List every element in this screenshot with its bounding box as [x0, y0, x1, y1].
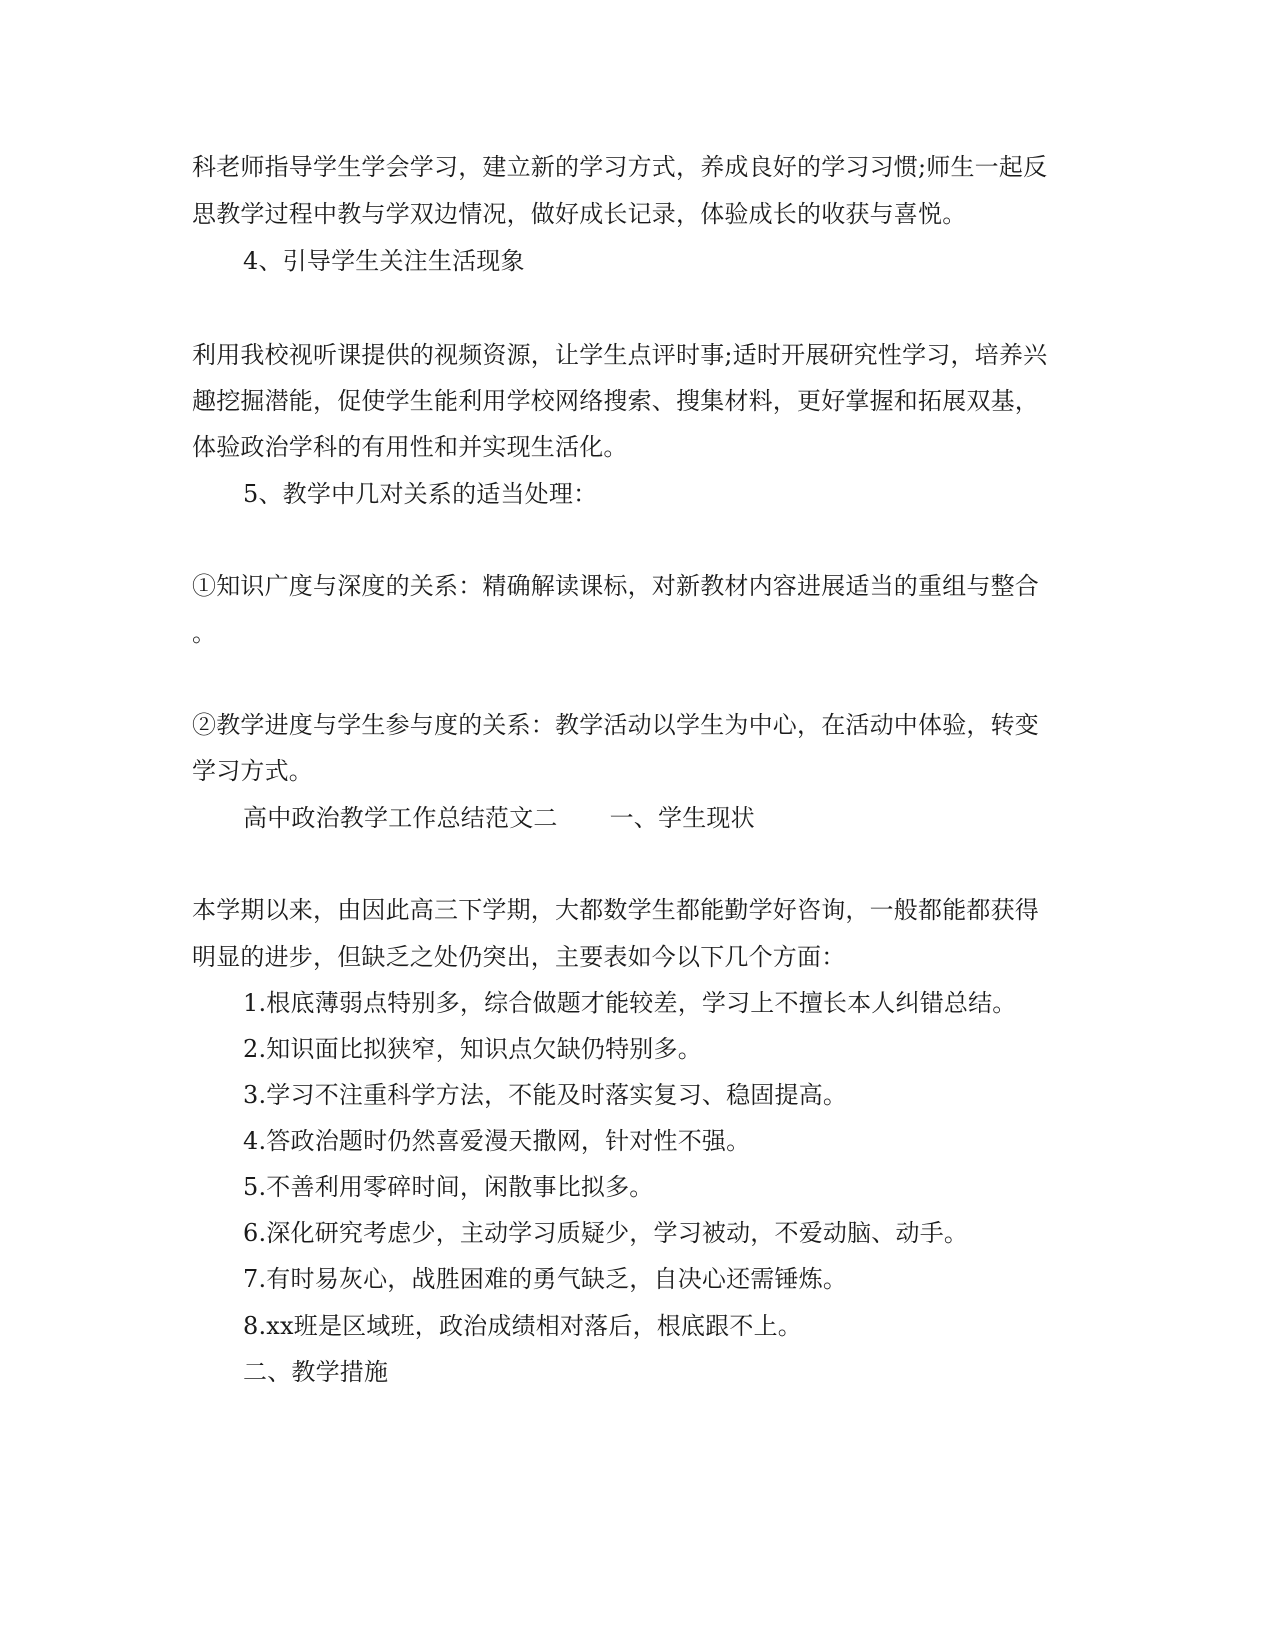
list-item: 3.学习不注重科学方法，不能及时落实复习、稳固提高。 — [243, 1081, 848, 1109]
paragraph-line: 趣挖掘潜能，促使学生能利用学校网络搜索、搜集材料，更好掌握和拓展双基， — [192, 387, 1039, 415]
paragraph-line: 本学期以来，由因此高三下学期，大都数学生都能勤学好咨询，一般都能都获得 — [192, 896, 1039, 924]
list-item: 2.知识面比拟狭窄，知识点欠缺仍特别多。 — [243, 1035, 702, 1063]
list-item: 5.不善利用零碎时间，闲散事比拟多。 — [243, 1173, 654, 1201]
list-item: 1.根底薄弱点特别多，综合做题才能较差，学习上不擅长本人纠错总结。 — [243, 989, 1017, 1017]
paragraph-line: 学习方式。 — [192, 757, 313, 785]
section-heading-line — [243, 803, 755, 833]
paragraph-line: 。 — [192, 619, 217, 647]
list-item: 8.xx班是区域班，政治成绩相对落后，根底跟不上。 — [243, 1312, 802, 1340]
subheading: 二、教学措施 — [243, 1358, 389, 1386]
list-item: 7.有时易灰心，战胜困难的勇气缺乏，自决心还需锤炼。 — [243, 1265, 848, 1293]
paragraph-line: ①知识广度与深度的关系：精确解读课标，对新教材内容进展适当的重组与整合 — [192, 572, 1039, 600]
subheading: 4、引导学生关注生活现象 — [243, 247, 525, 275]
paragraph-line: 思教学过程中教与学双边情况，做好成长记录，体验成长的收获与喜悦。 — [192, 200, 967, 228]
paragraph-line: 体验政治学科的有用性和并实现生活化。 — [192, 433, 628, 461]
list-item: 4.答政治题时仍然喜爱漫天撒网，针对性不强。 — [243, 1127, 751, 1155]
section-subtitle: 一、学生现状 — [609, 804, 755, 832]
paragraph-line: 利用我校视听课提供的视频资源，让学生点评时事;适时开展研究性学习，培养兴 — [192, 341, 1048, 369]
paragraph-line: 明显的进步，但缺乏之处仍突出，主要表如今以下几个方面： — [192, 943, 846, 971]
section-title: 高中政治教学工作总结范文二 — [243, 804, 558, 832]
paragraph-line: ②教学进度与学生参与度的关系：教学活动以学生为中心，在活动中体验，转变 — [192, 711, 1039, 739]
subheading: 5、教学中几对关系的适当处理： — [243, 480, 598, 508]
paragraph-line: 科老师指导学生学会学习，建立新的学习方式，养成良好的学习习惯;师生一起反 — [192, 153, 1048, 181]
list-item: 6.深化研究考虑少，主动学习质疑少，学习被动，不爱动脑、动手。 — [243, 1219, 969, 1247]
